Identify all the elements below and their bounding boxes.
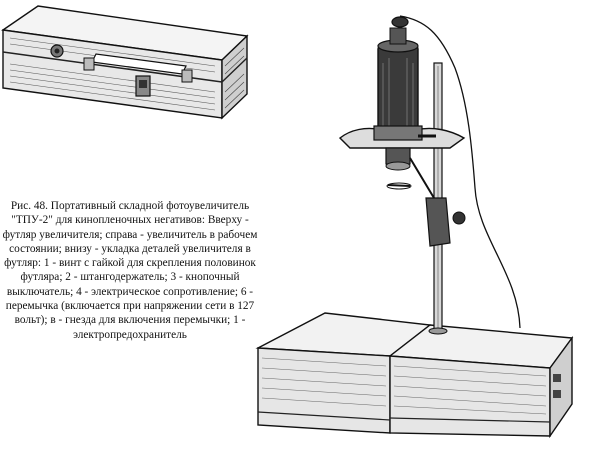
photo-enlarger-illustration [250,8,585,448]
carrying-case-illustration [0,0,250,125]
figure-caption: Рис. 48. Портативный складной фотоувеличитель "ТПУ-2" для кинопленочных негативов: Вверху - футляр увеличителя; справа - увеличитель в рабочем состоянии; внизу - укладка деталей увеличителя в футляр: 1 - винт с гайкой для скрепления половинок футляра; 2 - штангодержатель; 3 - кнопочный выключатель; 4 - электрическое сопротивление; 6 - перемычка (включается при напряжении сети в 127 вольт); в - гнезда для включения перемычки; 1 - электропредохранитель [2,200,258,341]
